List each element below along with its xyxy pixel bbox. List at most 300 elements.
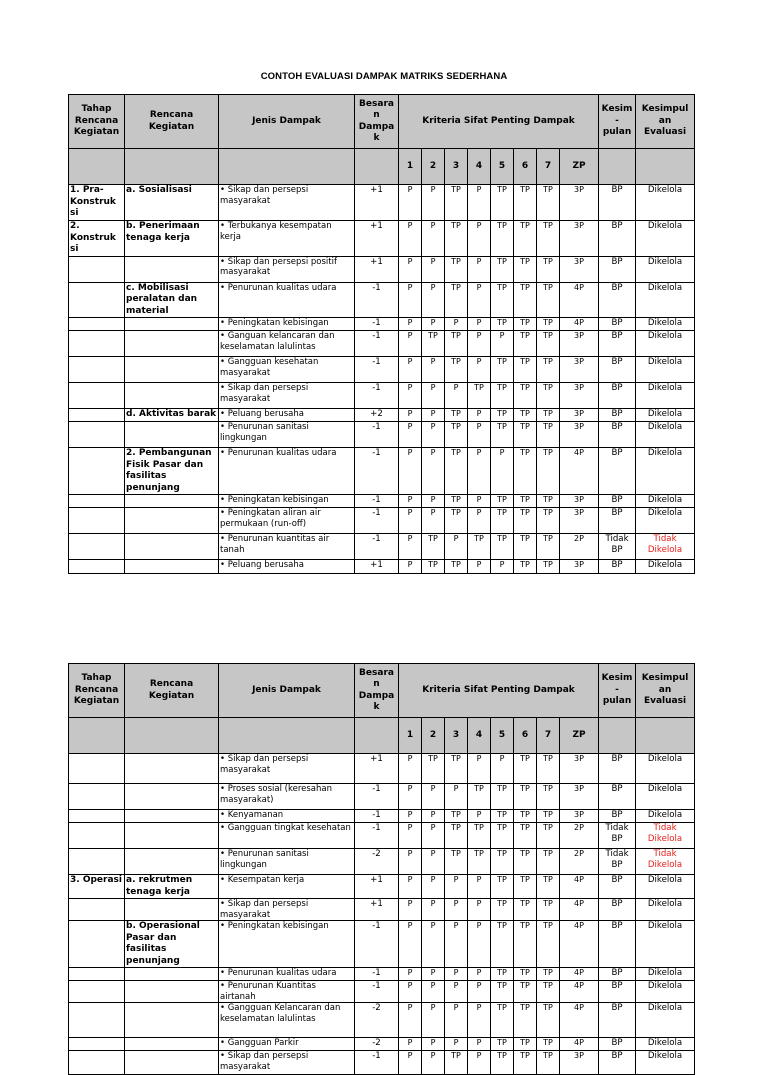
- table-row: [69, 968, 695, 981]
- rencana-cell: [125, 810, 219, 823]
- kriteria-cell: TP: [537, 1038, 560, 1051]
- jenis-dampak-cell: • Peningkatan kebisingan: [219, 921, 355, 968]
- evaluasi-cell: Dikelola: [636, 981, 695, 1003]
- col-zp: ZP: [560, 149, 599, 185]
- table-row: [69, 875, 695, 899]
- kriteria-cell: P: [468, 409, 491, 422]
- kriteria-cell: TP: [491, 534, 514, 560]
- besaran-cell: +1: [355, 754, 399, 784]
- evaluasi-cell: Dikelola: [636, 409, 695, 422]
- kriteria-cell: P: [468, 331, 491, 357]
- besaran-cell: +1: [355, 256, 399, 282]
- besaran-cell: -1: [355, 823, 399, 849]
- evaluasi-cell: Dikelola: [636, 422, 695, 448]
- kriteria-cell: P: [399, 1038, 422, 1051]
- table-row: [69, 899, 695, 921]
- table-row: [69, 754, 695, 784]
- kriteria-cell: TP: [537, 823, 560, 849]
- kriteria-cell: TP: [537, 508, 560, 534]
- besaran-cell: -1: [355, 508, 399, 534]
- rencana-label: a. Sosialisasi: [126, 185, 192, 195]
- jenis-dampak-cell: • Penurunan kualitas udara: [219, 282, 355, 318]
- kriteria-cell: 3P: [560, 357, 599, 383]
- kriteria-cell: P: [399, 968, 422, 981]
- rencana-cell: [125, 784, 219, 810]
- kriteria-cell: TP: [491, 282, 514, 318]
- kriteria-cell: TP: [514, 981, 537, 1003]
- jenis-dampak-cell: • Peluang berusaha: [219, 409, 355, 422]
- kriteria-cell: TP: [491, 968, 514, 981]
- rencana-cell: [125, 754, 219, 784]
- kriteria-cell: P: [468, 282, 491, 318]
- kriteria-cell: TP: [514, 754, 537, 784]
- rencana-cell: [125, 968, 219, 981]
- kriteria-cell: TP: [445, 810, 468, 823]
- kriteria-cell: P: [422, 282, 445, 318]
- tahap-cell: [69, 448, 125, 495]
- kriteria-cell: P: [422, 357, 445, 383]
- kriteria-cell: TP: [537, 185, 560, 221]
- table-row: [69, 508, 695, 534]
- evaluasi-cell: Dikelola: [636, 784, 695, 810]
- rencana-cell: [125, 409, 219, 422]
- kriteria-cell: TP: [537, 754, 560, 784]
- kriteria-cell: P: [399, 875, 422, 899]
- rencana-cell: [125, 899, 219, 921]
- kriteria-cell: TP: [537, 282, 560, 318]
- kriteria-cell: TP: [468, 849, 491, 875]
- kriteria-cell: P: [399, 1051, 422, 1075]
- kriteria-cell: TP: [491, 921, 514, 968]
- rencana-cell: [125, 921, 219, 968]
- besaran-cell: -1: [355, 534, 399, 560]
- kriteria-cell: TP: [445, 185, 468, 221]
- kesimpulan-cell: BP: [599, 1003, 636, 1038]
- kriteria-cell: P: [468, 810, 491, 823]
- kriteria-cell: TP: [445, 754, 468, 784]
- kriteria-cell: TP: [537, 560, 560, 574]
- kriteria-cell: TP: [514, 282, 537, 318]
- kesimpulan-cell: BP: [599, 1038, 636, 1051]
- besaran-cell: -1: [355, 981, 399, 1003]
- kriteria-cell: TP: [445, 508, 468, 534]
- rencana-cell: [125, 875, 219, 899]
- evaluasi-cell: Dikelola: [636, 318, 695, 331]
- kriteria-cell: P: [445, 899, 468, 921]
- jenis-dampak-cell: • Penurunan kuantitas air tanah: [219, 534, 355, 560]
- kriteria-cell: P: [399, 981, 422, 1003]
- table-row: [69, 849, 695, 875]
- rencana-cell: [125, 185, 219, 221]
- besaran-cell: -1: [355, 357, 399, 383]
- kriteria-cell: P: [422, 508, 445, 534]
- tahap-cell: [69, 256, 125, 282]
- kesimpulan-cell: BP: [599, 256, 636, 282]
- header-jenis: Jenis Dampak: [219, 95, 355, 149]
- jenis-dampak-cell: • Gangguan Parkir: [219, 1038, 355, 1051]
- kriteria-cell: P: [399, 810, 422, 823]
- kriteria-cell: TP: [537, 256, 560, 282]
- table-row: [69, 495, 695, 508]
- kesimpulan-cell: BP: [599, 422, 636, 448]
- besaran-cell: +1: [355, 899, 399, 921]
- table-row: [69, 185, 695, 221]
- kriteria-cell: P: [468, 422, 491, 448]
- kriteria-cell: TP: [537, 1051, 560, 1075]
- kriteria-cell: TP: [445, 849, 468, 875]
- kriteria-cell: TP: [422, 754, 445, 784]
- kriteria-cell: 3P: [560, 754, 599, 784]
- evaluasi-cell: Dikelola: [636, 256, 695, 282]
- kriteria-cell: TP: [491, 1003, 514, 1038]
- tahap-cell: [69, 810, 125, 823]
- kriteria-cell: TP: [514, 331, 537, 357]
- rencana-label: c. Mobilisasi peralatan dan material: [126, 282, 198, 316]
- kriteria-cell: P: [491, 560, 514, 574]
- rencana-cell: [125, 560, 219, 574]
- kriteria-cell: P: [422, 422, 445, 448]
- table-row: [69, 282, 695, 318]
- kriteria-cell: P: [491, 331, 514, 357]
- kriteria-cell: P: [422, 899, 445, 921]
- kriteria-cell: TP: [514, 318, 537, 331]
- rencana-cell: [125, 495, 219, 508]
- kriteria-cell: 3P: [560, 1051, 599, 1075]
- kriteria-cell: P: [399, 899, 422, 921]
- header-jenis: Jenis Dampak: [219, 664, 355, 718]
- kriteria-cell: P: [399, 422, 422, 448]
- kriteria-cell: P: [468, 1038, 491, 1051]
- kriteria-cell: P: [422, 383, 445, 409]
- kriteria-cell: TP: [537, 784, 560, 810]
- kriteria-cell: P: [422, 823, 445, 849]
- kriteria-cell: TP: [491, 318, 514, 331]
- jenis-dampak-cell: • Gangguan tingkat kesehatan: [219, 823, 355, 849]
- kesimpulan-cell: BP: [599, 495, 636, 508]
- kriteria-cell: TP: [491, 981, 514, 1003]
- kriteria-cell: TP: [491, 495, 514, 508]
- kriteria-cell: P: [445, 383, 468, 409]
- header-kesimpulan: Kesim - pulan: [599, 664, 636, 718]
- tahap-cell: [69, 318, 125, 331]
- table-row: [69, 331, 695, 357]
- kriteria-cell: P: [422, 495, 445, 508]
- jenis-dampak-cell: • Ganguan kelancaran dan keselamatan lalulintas: [219, 331, 355, 357]
- kesimpulan-cell: BP: [599, 282, 636, 318]
- besaran-cell: +2: [355, 409, 399, 422]
- kriteria-cell: TP: [514, 921, 537, 968]
- besaran-cell: -2: [355, 1003, 399, 1038]
- kriteria-cell: P: [468, 899, 491, 921]
- evaluasi-cell: Dikelola: [636, 810, 695, 823]
- kriteria-cell: TP: [491, 810, 514, 823]
- besaran-cell: -1: [355, 282, 399, 318]
- kriteria-cell: TP: [514, 810, 537, 823]
- rencana-cell: [125, 1003, 219, 1038]
- document-title: CONTOH EVALUASI DAMPAK MATRIKS SEDERHANA: [260, 71, 508, 82]
- kriteria-cell: TP: [537, 318, 560, 331]
- kriteria-cell: TP: [491, 256, 514, 282]
- evaluasi-cell: Tidak Dikelola: [636, 534, 695, 560]
- kesimpulan-cell: BP: [599, 784, 636, 810]
- kriteria-cell: P: [468, 185, 491, 221]
- kriteria-cell: TP: [514, 534, 537, 560]
- kriteria-cell: P: [422, 256, 445, 282]
- tahap-cell: [69, 1038, 125, 1051]
- kriteria-cell: 3P: [560, 495, 599, 508]
- kriteria-cell: TP: [514, 560, 537, 574]
- tahap-cell: [69, 784, 125, 810]
- tahap-cell: [69, 331, 125, 357]
- evaluasi-cell: Dikelola: [636, 921, 695, 968]
- besaran-cell: -1: [355, 448, 399, 495]
- kriteria-cell: TP: [537, 448, 560, 495]
- kriteria-cell: TP: [468, 383, 491, 409]
- kriteria-cell: 3P: [560, 560, 599, 574]
- kriteria-cell: TP: [491, 849, 514, 875]
- kriteria-cell: P: [399, 508, 422, 534]
- col-5: 5: [491, 718, 514, 754]
- kriteria-cell: P: [468, 448, 491, 495]
- tahap-cell: [69, 495, 125, 508]
- besaran-cell: -1: [355, 810, 399, 823]
- kriteria-cell: P: [399, 357, 422, 383]
- tahap-cell: 2. Konstruk si: [69, 221, 125, 257]
- kriteria-cell: P: [399, 754, 422, 784]
- col-4: 4: [468, 149, 491, 185]
- evaluasi-cell: Dikelola: [636, 560, 695, 574]
- kriteria-cell: P: [468, 875, 491, 899]
- kriteria-cell: 2P: [560, 823, 599, 849]
- kesimpulan-cell: BP: [599, 185, 636, 221]
- kesimpulan-cell: BP: [599, 921, 636, 968]
- jenis-dampak-cell: • Penurunan kualitas udara: [219, 968, 355, 981]
- kriteria-cell: P: [468, 560, 491, 574]
- kriteria-cell: P: [399, 185, 422, 221]
- kriteria-cell: TP: [514, 448, 537, 495]
- besaran-cell: +1: [355, 875, 399, 899]
- table-row: [69, 256, 695, 282]
- besaran-cell: -1: [355, 921, 399, 968]
- kriteria-cell: P: [399, 849, 422, 875]
- kriteria-cell: P: [422, 1003, 445, 1038]
- table-row: [69, 810, 695, 823]
- kriteria-cell: 3P: [560, 508, 599, 534]
- kriteria-cell: P: [468, 221, 491, 257]
- col-6: 6: [514, 149, 537, 185]
- rencana-cell: [125, 422, 219, 448]
- kesimpulan-cell: BP: [599, 409, 636, 422]
- kriteria-cell: TP: [445, 357, 468, 383]
- tahap-cell: 3. Operasi: [69, 875, 125, 899]
- kriteria-cell: TP: [491, 823, 514, 849]
- kriteria-cell: TP: [514, 256, 537, 282]
- kriteria-cell: 3P: [560, 810, 599, 823]
- kriteria-cell: TP: [514, 1038, 537, 1051]
- kriteria-cell: TP: [514, 968, 537, 981]
- evaluasi-cell: Dikelola: [636, 875, 695, 899]
- rencana-cell: [125, 1051, 219, 1075]
- kriteria-cell: P: [468, 754, 491, 784]
- jenis-dampak-cell: • Penurunan kualitas udara: [219, 448, 355, 495]
- kesimpulan-cell: BP: [599, 448, 636, 495]
- table-row: [69, 823, 695, 849]
- kriteria-cell: P: [422, 849, 445, 875]
- kriteria-cell: TP: [514, 357, 537, 383]
- tahap-cell: [69, 981, 125, 1003]
- tahap-cell: [69, 508, 125, 534]
- kriteria-cell: TP: [445, 448, 468, 495]
- kesimpulan-cell: BP: [599, 754, 636, 784]
- kriteria-cell: TP: [445, 495, 468, 508]
- table-row: [69, 1003, 695, 1038]
- jenis-dampak-cell: • Penurunan sanitasi lingkungan: [219, 422, 355, 448]
- kriteria-cell: 4P: [560, 1038, 599, 1051]
- header-kriteria: Kriteria Sifat Penting Dampak: [399, 95, 599, 149]
- kriteria-cell: 4P: [560, 921, 599, 968]
- kriteria-cell: TP: [445, 560, 468, 574]
- tahap-cell: [69, 383, 125, 409]
- tahap-cell: [69, 357, 125, 383]
- evaluasi-cell: Dikelola: [636, 357, 695, 383]
- jenis-dampak-cell: • Kenyamanan: [219, 810, 355, 823]
- kriteria-cell: TP: [514, 495, 537, 508]
- evaluasi-cell: Dikelola: [636, 331, 695, 357]
- table-row: [69, 422, 695, 448]
- kriteria-cell: P: [422, 318, 445, 331]
- kriteria-cell: TP: [514, 383, 537, 409]
- besaran-cell: +1: [355, 560, 399, 574]
- rencana-label: 2. Pembangunan Fisik Pasar dan fasilitas penunjang: [126, 448, 212, 493]
- col-1: 1: [399, 718, 422, 754]
- kriteria-cell: TP: [422, 331, 445, 357]
- evaluasi-cell: Tidak Dikelola: [636, 823, 695, 849]
- kriteria-cell: TP: [468, 784, 491, 810]
- kriteria-cell: P: [399, 823, 422, 849]
- kriteria-cell: P: [422, 875, 445, 899]
- kriteria-cell: P: [422, 921, 445, 968]
- kriteria-cell: 3P: [560, 256, 599, 282]
- kriteria-cell: P: [491, 754, 514, 784]
- rencana-cell: [125, 221, 219, 257]
- kriteria-cell: 3P: [560, 383, 599, 409]
- rencana-label: b. Operasional Pasar dan fasilitas penunjang: [126, 921, 200, 966]
- jenis-dampak-cell: • Peluang berusaha: [219, 560, 355, 574]
- kriteria-cell: P: [422, 784, 445, 810]
- rencana-cell: [125, 383, 219, 409]
- kriteria-cell: TP: [537, 409, 560, 422]
- kriteria-cell: P: [491, 448, 514, 495]
- kriteria-cell: TP: [514, 221, 537, 257]
- header-kriteria: Kriteria Sifat Penting Dampak: [399, 664, 599, 718]
- kriteria-cell: P: [445, 968, 468, 981]
- col-7: 7: [537, 718, 560, 754]
- col-3: 3: [445, 149, 468, 185]
- kriteria-cell: P: [445, 1003, 468, 1038]
- kriteria-cell: TP: [491, 357, 514, 383]
- kriteria-cell: P: [468, 495, 491, 508]
- kriteria-cell: TP: [491, 508, 514, 534]
- kriteria-cell: P: [445, 534, 468, 560]
- kriteria-cell: TP: [537, 383, 560, 409]
- kriteria-cell: 4P: [560, 981, 599, 1003]
- jenis-dampak-cell: • Sikap dan persepsi masyarakat: [219, 754, 355, 784]
- kriteria-cell: P: [399, 495, 422, 508]
- kriteria-cell: P: [399, 409, 422, 422]
- jenis-dampak-cell: • Proses sosial (keresahan masyarakat): [219, 784, 355, 810]
- kriteria-cell: P: [399, 221, 422, 257]
- kriteria-cell: P: [468, 1051, 491, 1075]
- evaluasi-cell: Dikelola: [636, 383, 695, 409]
- kriteria-cell: P: [468, 921, 491, 968]
- kriteria-cell: TP: [514, 1003, 537, 1038]
- kriteria-cell: TP: [537, 422, 560, 448]
- kriteria-cell: 4P: [560, 899, 599, 921]
- kesimpulan-cell: BP: [599, 899, 636, 921]
- kriteria-cell: TP: [468, 534, 491, 560]
- rencana-label: b. Penerimaan tenaga kerja: [126, 221, 200, 243]
- kriteria-cell: P: [445, 875, 468, 899]
- table-row: [69, 383, 695, 409]
- kesimpulan-cell: BP: [599, 508, 636, 534]
- kriteria-cell: 3P: [560, 331, 599, 357]
- kriteria-cell: TP: [445, 256, 468, 282]
- evaluasi-cell: Dikelola: [636, 1003, 695, 1038]
- kriteria-cell: 3P: [560, 422, 599, 448]
- table-row: [69, 560, 695, 574]
- besaran-cell: -1: [355, 318, 399, 331]
- kriteria-cell: P: [445, 981, 468, 1003]
- kriteria-cell: 4P: [560, 968, 599, 981]
- besaran-cell: -1: [355, 784, 399, 810]
- rencana-cell: [125, 331, 219, 357]
- besaran-cell: -1: [355, 422, 399, 448]
- kriteria-cell: TP: [537, 1003, 560, 1038]
- kriteria-cell: P: [399, 256, 422, 282]
- kriteria-cell: 4P: [560, 448, 599, 495]
- table-row: [69, 409, 695, 422]
- evaluasi-cell: Dikelola: [636, 1051, 695, 1075]
- col-7: 7: [537, 149, 560, 185]
- table-row: [69, 318, 695, 331]
- kriteria-cell: TP: [537, 849, 560, 875]
- tahap-cell: [69, 534, 125, 560]
- kriteria-cell: TP: [491, 899, 514, 921]
- tahap-cell: [69, 921, 125, 968]
- tahap-cell: [69, 823, 125, 849]
- kriteria-cell: TP: [422, 560, 445, 574]
- kriteria-cell: P: [399, 331, 422, 357]
- kesimpulan-cell: BP: [599, 331, 636, 357]
- besaran-cell: -1: [355, 968, 399, 981]
- kriteria-cell: TP: [491, 1051, 514, 1075]
- kriteria-cell: TP: [514, 849, 537, 875]
- besaran-cell: -1: [355, 331, 399, 357]
- kesimpulan-cell: BP: [599, 810, 636, 823]
- kriteria-cell: TP: [514, 1051, 537, 1075]
- kriteria-cell: P: [399, 282, 422, 318]
- rencana-label: a. rekrutmen tenaga kerja: [126, 875, 193, 897]
- evaluasi-cell: Dikelola: [636, 508, 695, 534]
- jenis-dampak-cell: • Gangguan kesehatan masyarakat: [219, 357, 355, 383]
- col-zp: ZP: [560, 718, 599, 754]
- kriteria-cell: TP: [514, 409, 537, 422]
- kriteria-cell: TP: [537, 810, 560, 823]
- kriteria-cell: TP: [514, 508, 537, 534]
- tahap-cell: [69, 282, 125, 318]
- tahap-cell: 1. Pra-Konstruk si: [69, 185, 125, 221]
- kriteria-cell: TP: [491, 1038, 514, 1051]
